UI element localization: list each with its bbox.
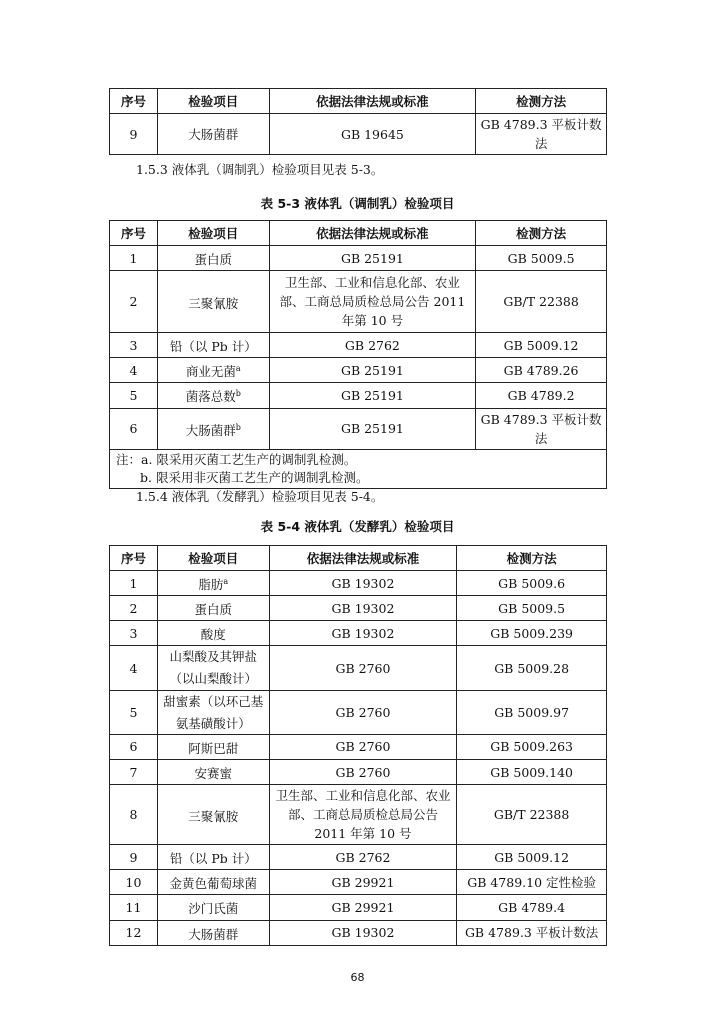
table-row bbox=[110, 408, 607, 449]
cell-no bbox=[110, 785, 158, 845]
cell-item bbox=[157, 759, 269, 784]
table-5-2-continuation bbox=[109, 88, 607, 155]
cell-no bbox=[110, 759, 158, 784]
footnote-marker: a bbox=[235, 364, 241, 374]
cell-method bbox=[457, 920, 607, 945]
cell-item-text: 三聚氰胺 bbox=[188, 808, 239, 824]
cell-item bbox=[157, 271, 269, 333]
cell-basis-text: 卫生部、工业和信息化部、农业部、工商总局质检总局公告 2011 年第 10 号 bbox=[279, 275, 466, 329]
cell-item bbox=[157, 690, 269, 734]
note-a: 注：a. 限采用灭菌工艺生产的调制乳检测。 bbox=[116, 451, 357, 467]
cell-method bbox=[476, 358, 607, 383]
cell-basis-text: GB 2762 bbox=[344, 337, 400, 353]
table-header-row bbox=[110, 221, 607, 246]
cell-basis-text: 卫生部、工业和信息化部、农业部、工商总局质检总局公告 2011 年第 10 号 bbox=[275, 788, 451, 842]
cell-no: 9 bbox=[110, 114, 158, 155]
cell-item bbox=[157, 358, 269, 383]
table-note bbox=[110, 449, 607, 488]
cell-item-text: 大肠菌群 bbox=[188, 926, 239, 942]
cell-basis-text: GB 25191 bbox=[340, 362, 404, 378]
cell-item: 大肠菌群 bbox=[157, 114, 269, 155]
cell-no-text: 5 bbox=[129, 388, 138, 404]
cell-item-text: 酸度 bbox=[200, 627, 226, 643]
cell-basis bbox=[269, 646, 457, 690]
table-row bbox=[110, 114, 607, 155]
cell-basis bbox=[269, 895, 457, 920]
cell-basis-text: GB 19302 bbox=[331, 600, 395, 616]
table-row bbox=[110, 785, 607, 845]
cell-basis-text: GB 2760 bbox=[335, 660, 391, 676]
cell-method-text: GB 5009.140 bbox=[490, 764, 574, 780]
cell-method: GB 4789.3 平板计数法 bbox=[476, 114, 607, 155]
cell-item bbox=[157, 785, 269, 845]
paragraph-1-5-4: 1.5.4 液体乳（发酵乳）检验项目见表 5-4。 bbox=[136, 489, 384, 504]
cell-basis bbox=[269, 785, 457, 845]
table-row bbox=[110, 845, 607, 870]
paragraph-1-5-3: 1.5.3 液体乳（调制乳）检验项目见表 5-3。 bbox=[136, 162, 384, 177]
table-row bbox=[110, 358, 607, 383]
cell-item-text: 甜蜜素（以环己基氨基磺酸计） bbox=[163, 693, 264, 731]
cell-no bbox=[110, 383, 158, 408]
cell-basis-text: GB 2760 bbox=[335, 739, 391, 755]
header-item: 检验项目 bbox=[157, 89, 269, 114]
cell-item bbox=[157, 596, 269, 621]
table-row bbox=[110, 734, 607, 759]
cell-method bbox=[476, 333, 607, 358]
cell-item bbox=[157, 408, 269, 449]
cell-item bbox=[157, 845, 269, 870]
cell-item bbox=[157, 571, 269, 596]
footnote-marker: b bbox=[235, 422, 241, 432]
header-item: 检验项目 bbox=[157, 221, 269, 246]
cell-basis: GB 19645 bbox=[269, 114, 476, 155]
cell-basis bbox=[269, 759, 457, 784]
cell-basis-text: GB 25191 bbox=[340, 388, 404, 404]
cell-no bbox=[110, 271, 158, 333]
cell-method-text: GB/T 22388 bbox=[493, 807, 570, 823]
cell-basis bbox=[269, 870, 457, 895]
cell-no-text: 10 bbox=[125, 874, 142, 890]
cell-basis-text: GB 29921 bbox=[331, 874, 395, 890]
table-header-row bbox=[110, 546, 607, 571]
cell-basis bbox=[269, 333, 476, 358]
table-row bbox=[110, 870, 607, 895]
table-note-row bbox=[110, 449, 607, 488]
cell-item-text: 商业无菌 bbox=[185, 364, 236, 380]
cell-method bbox=[457, 646, 607, 690]
cell-method-text: GB 5009.5 bbox=[507, 250, 575, 266]
cell-basis-text: GB 2760 bbox=[335, 764, 391, 780]
cell-no-text: 12 bbox=[125, 925, 142, 941]
cell-item bbox=[157, 621, 269, 646]
cell-method bbox=[457, 596, 607, 621]
cell-no bbox=[110, 408, 158, 449]
header-no: 序号 bbox=[110, 546, 158, 571]
cell-no-text: 2 bbox=[129, 294, 138, 310]
cell-basis-text: GB 25191 bbox=[340, 250, 404, 266]
cell-method-text: GB 4789.10 定性检验 bbox=[467, 874, 597, 890]
table-header-row bbox=[110, 89, 607, 114]
cell-item bbox=[157, 646, 269, 690]
cell-no-text: 6 bbox=[129, 739, 138, 755]
cell-item bbox=[157, 383, 269, 408]
cell-item-text: 安赛蜜 bbox=[194, 766, 233, 782]
cell-no-text: 5 bbox=[129, 704, 138, 720]
cell-no-text: 1 bbox=[129, 250, 138, 266]
cell-basis bbox=[269, 690, 457, 734]
header-method: 检测方法 bbox=[476, 89, 607, 114]
page-number: 68 bbox=[350, 971, 365, 984]
cell-method bbox=[457, 785, 607, 845]
cell-item-text: 大肠菌群 bbox=[185, 422, 236, 438]
cell-item-text: 铅（以 Pb 计） bbox=[169, 339, 257, 355]
cell-method-text: GB 5009.5 bbox=[498, 600, 566, 616]
cell-item bbox=[157, 734, 269, 759]
table-row bbox=[110, 895, 607, 920]
cell-item-text: 菌落总数 bbox=[185, 389, 236, 405]
caption-table-5-3: 表 5-3 液体乳（调制乳）检验项目 bbox=[260, 196, 455, 211]
note-b: b. 限采用非灭菌工艺生产的调制乳检测。 bbox=[140, 469, 369, 485]
cell-method-text: GB 4789.3 平板计数法 bbox=[464, 925, 599, 941]
cell-item-text: 铅（以 Pb 计） bbox=[169, 851, 257, 867]
cell-basis bbox=[269, 271, 476, 333]
cell-no-text: 3 bbox=[129, 337, 138, 353]
cell-item bbox=[157, 870, 269, 895]
cell-method-text: GB 5009.97 bbox=[494, 704, 570, 720]
header-no: 序号 bbox=[110, 89, 158, 114]
table-row bbox=[110, 920, 607, 945]
cell-no-text: 1 bbox=[129, 575, 138, 591]
cell-no bbox=[110, 895, 158, 920]
cell-no bbox=[110, 920, 158, 945]
cell-method bbox=[457, 845, 607, 870]
cell-item-text: 脂肪 bbox=[198, 577, 224, 593]
header-no: 序号 bbox=[110, 221, 158, 246]
cell-item-text: 蛋白质 bbox=[194, 602, 233, 618]
caption-table-5-4: 表 5-4 液体乳（发酵乳）检验项目 bbox=[260, 519, 455, 534]
cell-no-text: 3 bbox=[129, 625, 138, 641]
cell-item bbox=[157, 920, 269, 945]
cell-no bbox=[110, 596, 158, 621]
table-5-3 bbox=[109, 220, 607, 489]
cell-method-text: GB 4789.26 bbox=[503, 362, 579, 378]
cell-item bbox=[157, 246, 269, 271]
cell-method bbox=[457, 870, 607, 895]
cell-method bbox=[476, 246, 607, 271]
cell-method bbox=[457, 759, 607, 784]
cell-method bbox=[457, 621, 607, 646]
table-5-4 bbox=[109, 545, 607, 946]
footnote-marker: a bbox=[223, 577, 229, 586]
header-basis: 依据法律法规或标准 bbox=[269, 89, 476, 114]
cell-basis bbox=[269, 845, 457, 870]
table-5-3-body bbox=[110, 246, 607, 489]
cell-basis bbox=[269, 734, 457, 759]
table-row bbox=[110, 571, 607, 596]
cell-no-text: 8 bbox=[129, 807, 138, 823]
cell-no bbox=[110, 845, 158, 870]
cell-basis bbox=[269, 621, 457, 646]
cell-basis-text: GB 19302 bbox=[331, 575, 395, 591]
cell-method-text: GB 5009.239 bbox=[490, 625, 574, 641]
cell-no bbox=[110, 870, 158, 895]
cell-method-text: GB 5009.28 bbox=[494, 660, 570, 676]
cell-item-text: 山梨酸及其钾盐（以山梨酸计） bbox=[169, 649, 258, 687]
table-5-4-body bbox=[110, 571, 607, 946]
cell-basis-text: GB 2762 bbox=[335, 849, 391, 865]
cell-basis bbox=[269, 571, 457, 596]
cell-basis-text: GB 19302 bbox=[331, 925, 395, 941]
cell-no-text: 4 bbox=[129, 362, 138, 378]
table-row bbox=[110, 271, 607, 333]
cell-basis-text: GB 2760 bbox=[335, 704, 391, 720]
cell-method-text: GB/T 22388 bbox=[503, 294, 579, 310]
cell-method bbox=[476, 271, 607, 333]
cell-method bbox=[476, 408, 607, 449]
table-row bbox=[110, 646, 607, 690]
cell-no-text: 11 bbox=[125, 899, 142, 915]
header-basis: 依据法律法规或标准 bbox=[269, 546, 457, 571]
cell-method-text: GB 4789.4 bbox=[498, 899, 566, 915]
cell-method-text: GB 5009.263 bbox=[490, 739, 574, 755]
cell-no-text: 7 bbox=[129, 764, 138, 780]
cell-item-text: 沙门氏菌 bbox=[188, 901, 239, 917]
cell-no bbox=[110, 246, 158, 271]
cell-no bbox=[110, 690, 158, 734]
cell-no-text: 6 bbox=[129, 421, 138, 437]
cell-method bbox=[457, 734, 607, 759]
cell-item bbox=[157, 895, 269, 920]
cell-no-text: 2 bbox=[129, 600, 138, 616]
cell-basis bbox=[269, 246, 476, 271]
cell-method bbox=[457, 690, 607, 734]
cell-basis bbox=[269, 596, 457, 621]
header-basis: 依据法律法规或标准 bbox=[269, 221, 476, 246]
header-method: 检测方法 bbox=[457, 546, 607, 571]
table-row bbox=[110, 621, 607, 646]
cell-basis-text: GB 25191 bbox=[340, 421, 404, 437]
table-row bbox=[110, 246, 607, 271]
cell-item-text: 蛋白质 bbox=[194, 252, 233, 268]
cell-basis bbox=[269, 408, 476, 449]
cell-no-text: 9 bbox=[129, 849, 138, 865]
cell-item-text: 金黄色葡萄球菌 bbox=[169, 876, 258, 892]
cell-item bbox=[157, 333, 269, 358]
table-row bbox=[110, 596, 607, 621]
footnote-marker: b bbox=[235, 389, 241, 399]
table-row bbox=[110, 759, 607, 784]
cell-method-text: GB 5009.6 bbox=[498, 575, 566, 591]
cell-no bbox=[110, 734, 158, 759]
cell-no bbox=[110, 358, 158, 383]
cell-basis-text: GB 19302 bbox=[331, 625, 395, 641]
header-item: 检验项目 bbox=[157, 546, 269, 571]
cell-no-text: 4 bbox=[129, 660, 138, 676]
table-row bbox=[110, 333, 607, 358]
cell-method-text: GB 4789.2 bbox=[507, 388, 575, 404]
cell-method bbox=[457, 895, 607, 920]
cell-basis bbox=[269, 358, 476, 383]
cell-basis bbox=[269, 383, 476, 408]
cell-method-text: GB 5009.12 bbox=[503, 337, 579, 353]
cell-item-text: 三聚氰胺 bbox=[188, 295, 239, 311]
cell-basis-text: GB 29921 bbox=[331, 899, 395, 915]
table-row bbox=[110, 383, 607, 408]
cell-method-text: GB 4789.3 平板计数法 bbox=[480, 411, 602, 446]
cell-basis bbox=[269, 920, 457, 945]
cell-method-text: GB 5009.12 bbox=[494, 849, 570, 865]
cell-no bbox=[110, 333, 158, 358]
table-row bbox=[110, 690, 607, 734]
cell-no bbox=[110, 621, 158, 646]
cell-no bbox=[110, 646, 158, 690]
cell-item-text: 阿斯巴甜 bbox=[188, 740, 239, 756]
cell-method bbox=[476, 383, 607, 408]
header-method: 检测方法 bbox=[476, 221, 607, 246]
cell-no bbox=[110, 571, 158, 596]
cell-method bbox=[457, 571, 607, 596]
